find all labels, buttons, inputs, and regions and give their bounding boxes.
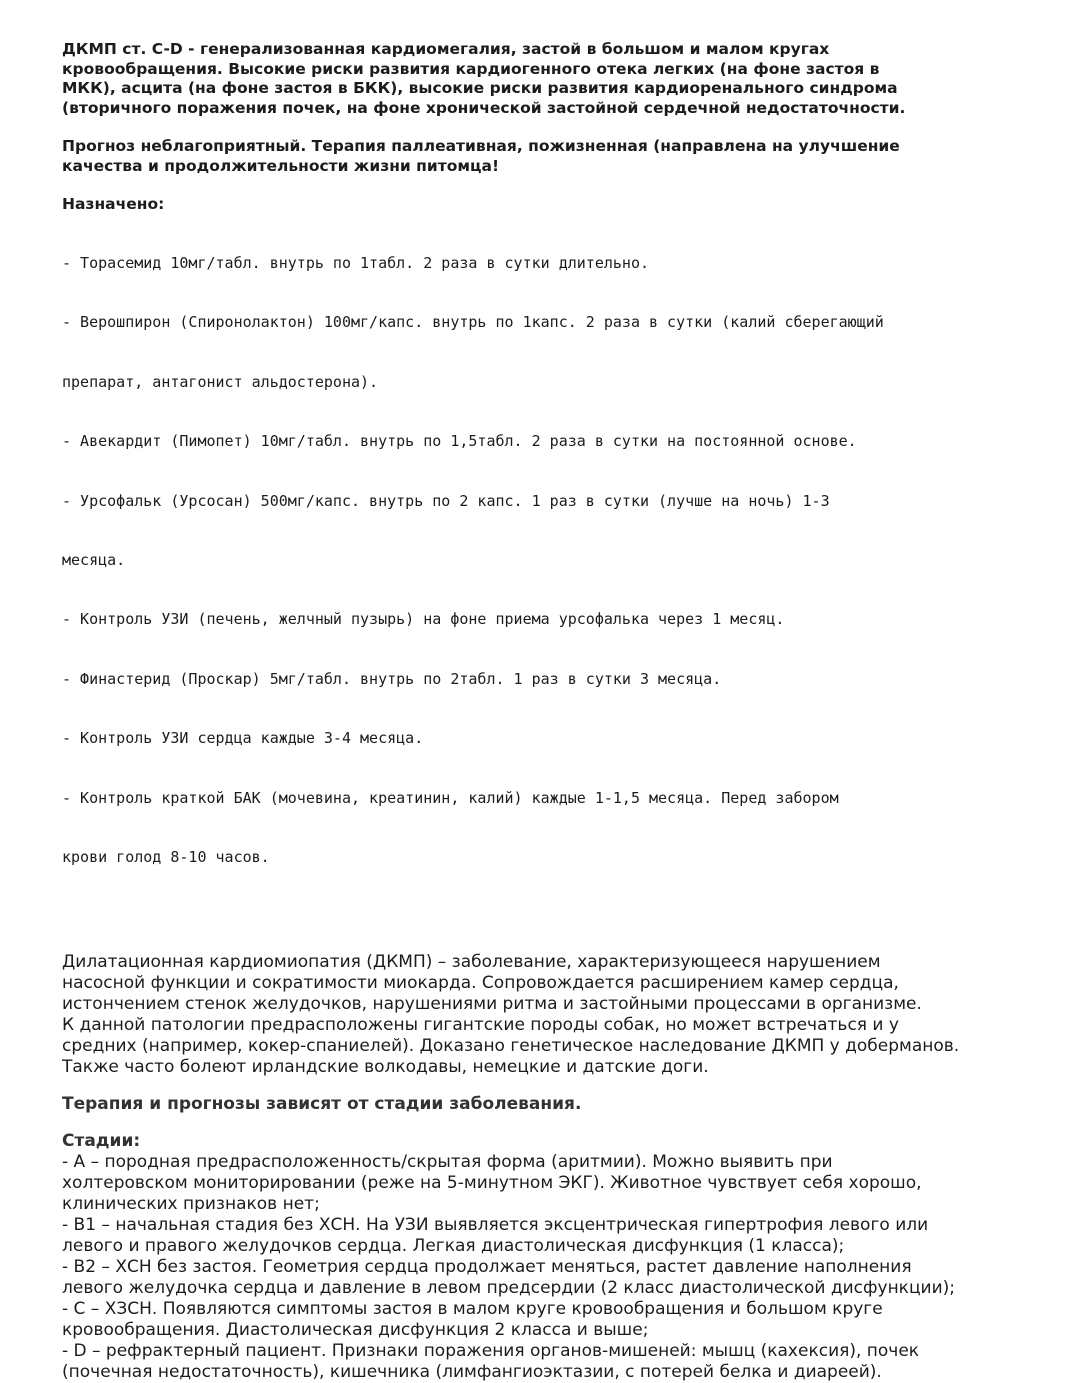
prescription-line: крови голод 8-10 часов. [62,848,270,866]
prognosis-line: качества и продолжительности жизни питомца! [62,156,500,175]
summary-line: МКК), асцита (на фоне застоя в БКК), высокие риски развития кардиоренального синдрома [62,79,898,97]
stages-heading: Стадии: [62,1131,141,1152]
prescription-list [62,215,1042,908]
stage-line: (почечная недостаточность), кишечника (лимфангиоэктазии, с потерей белка и диареей). [62,1362,882,1383]
description-line: средних (например, кокер-спаниелей). Доказано генетическое наследование ДКМП у доберманов. [62,1036,960,1057]
prescription-line: - Торасемид 10мг/табл. внутрь по 1табл. 2 раза в сутки длительно. [62,254,649,273]
prescription-line: - Контроль УЗИ (печень, желчный пузырь) на фоне приема урсофалька через 1 месяц. [62,610,785,629]
prognosis-line: Прогноз неблагоприятный. Терапия паллеативная, пожизненная (направлена на улучшение [62,137,900,155]
prescription-line: - Финастерид (Проскар) 5мг/табл. внутрь по 2табл. 1 раз в сутки 3 месяца. [62,669,722,688]
stages-list [62,1152,1042,1383]
prescription-line: - Контроль УЗИ сердца каждые 3-4 месяца. [62,729,424,748]
document-page [62,40,1042,1383]
description-line: К данной патологии предрасположены гигантские породы собак, но может встречаться и у [62,1015,899,1036]
stage-line: левого и правого желудочков сердца. Легкая диастолическая дисфункция (1 класса); [62,1236,845,1257]
prescription-line: месяца. [62,551,126,570]
dcm-description [62,952,1042,1078]
summary-line: кровообращения. Высокие риски развития кардиогенного отека легких (на фоне застоя в [62,59,880,78]
prescription-line: препарат, антагонист альдостерона). [62,372,379,391]
stage-line: клинических признаков нет; [62,1194,320,1215]
stage-line: - В1 – начальная стадия без ХСН. На УЗИ выявляется эксцентрическая гипертрофия левого или [62,1215,929,1236]
prescribed-heading: Назначено: [62,195,165,213]
stage-line: - А – породная предрасположенность/скрытая форма (аритмии). Можно выявить при [62,1152,833,1173]
prescription-line: - Верошпирон (Спиронолактон) 100мг/капс. внутрь по 1капс. 2 раза в сутки (калий сберегающий [62,313,884,332]
summary-line: (вторичного поражения почек, на фоне хронической застойной сердечной недостаточности. [62,98,906,117]
stage-line: - В2 – ХСН без застоя. Геометрия сердца продолжает меняться, растет давление наполнения [62,1257,912,1278]
description-line: истончением стенок желудочков, нарушениями ритма и застойными процессами в организме. [62,994,922,1015]
stage-line: холтеровском мониторировании (реже на 5-минутном ЭКГ). Животное чувствует себя хорошо, [62,1173,922,1194]
description-line: Также часто болеют ирландские волкодавы, немецкие и датские доги. [62,1057,709,1078]
diagnosis-summary [62,40,1042,118]
prescription-line: - Урсофальк (Урсосан) 500мг/капс. внутрь по 2 капс. 1 раз в сутки (лучше на ночь) 1-3 [62,491,830,510]
description-line: Дилатационная кардиомиопатия (ДКМП) – заболевание, характеризующееся нарушением [62,952,881,973]
stage-line: левого желудочка сердца и давление в левом предсердии (2 класс диастолической дисфункции); [62,1278,955,1299]
stage-line: - D – рефрактерный пациент. Признаки поражения органов-мишеней: мышц (кахексия), почек [62,1341,920,1362]
summary-line: ДКМП ст. C-D - генерализованная кардиомегалия, застой в большом и малом кругах [62,40,830,58]
therapy-note: Терапия и прогнозы зависят от стадии заболевания. [62,1094,582,1115]
prescription-line: - Авекардит (Пимопет) 10мг/табл. внутрь по 1,5табл. 2 раза в сутки на постоянной основе. [62,432,857,451]
prognosis-paragraph [62,137,1042,176]
stage-line: кровообращения. Диастолическая дисфункция 2 класса и выше; [62,1320,649,1341]
prescription-line: - Контроль краткой БАК (мочевина, креатинин, калий) каждые 1-1,5 месяца. Перед забором [62,788,839,807]
stage-line: - С – ХЗСН. Появляются симптомы застоя в малом круге кровообращения и большом круге [62,1299,883,1320]
description-line: насосной функции и сократимости миокарда. Сопровождается расширением камер сердца, [62,973,899,994]
